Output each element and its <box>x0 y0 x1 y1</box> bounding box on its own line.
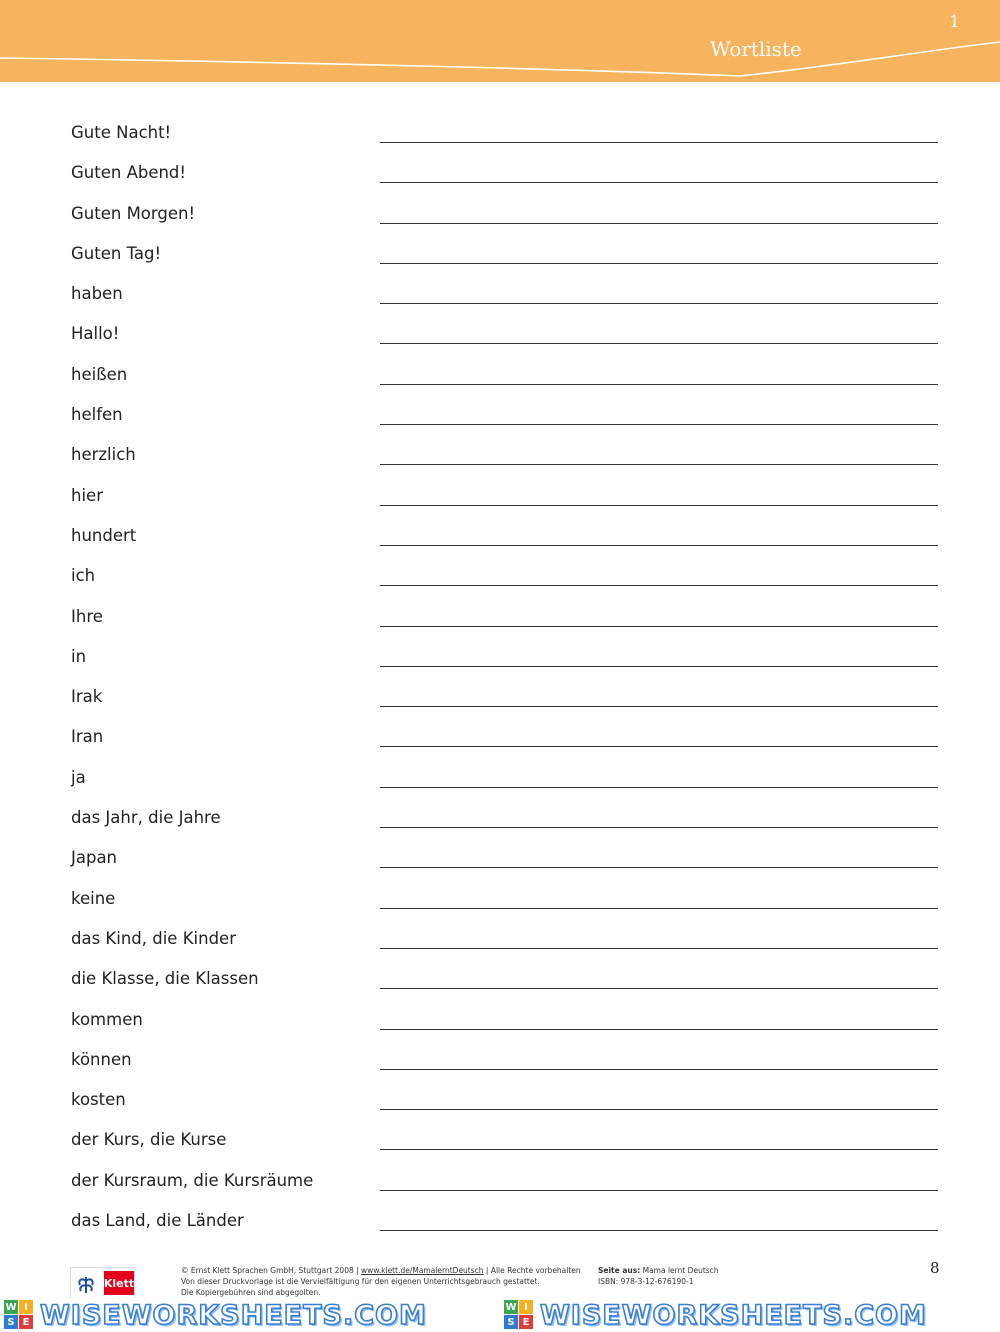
answer-line[interactable] <box>380 223 938 224</box>
answer-line[interactable] <box>380 626 938 627</box>
word-row <box>0 1201 1000 1241</box>
word-label: der Kurs, die Kurse <box>71 1130 227 1150</box>
word-label: kommen <box>71 1009 143 1029</box>
answer-line[interactable] <box>380 343 938 344</box>
page-footer <box>0 1255 1000 1300</box>
word-label: keine <box>71 888 116 908</box>
source-label: Seite aus: <box>598 1266 641 1275</box>
word-label: der Kursraum, die Kursräume <box>71 1170 314 1190</box>
word-row <box>0 1120 1000 1160</box>
answer-line[interactable] <box>380 142 938 143</box>
word-row <box>0 677 1000 717</box>
word-row <box>0 1000 1000 1040</box>
word-label: Guten Morgen! <box>71 203 196 223</box>
answer-line[interactable] <box>380 827 938 828</box>
watermark-2 <box>504 1299 927 1331</box>
word-row <box>0 314 1000 354</box>
publisher-link[interactable]: www.klett.de/MamalerntDeutsch <box>361 1266 484 1275</box>
word-label: das Jahr, die Jahre <box>71 808 221 828</box>
answer-line[interactable] <box>380 585 938 586</box>
word-label: die Klasse, die Klassen <box>71 969 259 989</box>
watermark-text: WISEWORKSHEETS.COM <box>40 1299 427 1331</box>
answer-line[interactable] <box>380 303 938 304</box>
word-row <box>0 476 1000 516</box>
klett-brand-label: Klett <box>104 1271 134 1295</box>
word-row <box>0 919 1000 959</box>
word-label: kosten <box>71 1090 126 1110</box>
word-row <box>0 153 1000 193</box>
word-row <box>0 516 1000 556</box>
legal-line-3: Die Kopiergebühren sind abgegolten. <box>181 1288 321 1297</box>
watermark-1 <box>4 1299 427 1331</box>
copyright-prefix: © Ernst Klett Sprachen GmbH, Stuttgart 2008 | <box>181 1266 362 1275</box>
word-row <box>0 355 1000 395</box>
answer-line[interactable] <box>380 948 938 949</box>
word-label: hundert <box>71 525 137 545</box>
answer-line[interactable] <box>380 1029 938 1030</box>
word-label: ja <box>71 767 86 787</box>
word-list <box>0 113 1000 1241</box>
word-label: das Kind, die Kinder <box>71 928 236 948</box>
legal-line-2: Von dieser Druckvorlage ist die Vervielfältigung für den eigenen Unterrichtsgebrauch gestattet. <box>181 1277 540 1286</box>
word-label: helfen <box>71 405 123 425</box>
answer-line[interactable] <box>380 666 938 667</box>
answer-line[interactable] <box>380 182 938 183</box>
answer-line[interactable] <box>380 424 938 425</box>
word-label: herzlich <box>71 445 136 465</box>
word-row <box>0 879 1000 919</box>
answer-line[interactable] <box>380 464 938 465</box>
word-row <box>0 717 1000 757</box>
word-label: das Land, die Länder <box>71 1211 244 1231</box>
word-label: hier <box>71 485 103 505</box>
word-label: Guten Abend! <box>71 163 187 183</box>
word-row <box>0 274 1000 314</box>
word-label: heißen <box>71 364 128 384</box>
word-row <box>0 637 1000 677</box>
page-header <box>0 0 1000 82</box>
answer-line[interactable] <box>380 867 938 868</box>
word-label: haben <box>71 284 123 304</box>
word-label: Ihre <box>71 606 103 626</box>
copyright-notice <box>181 1265 581 1298</box>
answer-line[interactable] <box>380 787 938 788</box>
word-label: Japan <box>71 848 118 868</box>
page-title: Wortliste <box>710 37 802 61</box>
word-row <box>0 798 1000 838</box>
word-row <box>0 1080 1000 1120</box>
answer-line[interactable] <box>380 746 938 747</box>
klett-logo <box>70 1267 135 1299</box>
word-label: können <box>71 1049 132 1069</box>
word-row <box>0 435 1000 475</box>
word-label: ich <box>71 566 96 586</box>
word-row <box>0 838 1000 878</box>
answer-line[interactable] <box>380 1230 938 1231</box>
word-label: Hallo! <box>71 324 120 344</box>
answer-line[interactable] <box>380 1069 938 1070</box>
word-row <box>0 597 1000 637</box>
copyright-suffix: | Alle Rechte vorbehalten <box>483 1266 581 1275</box>
watermark-badge-icon: W I S E <box>504 1300 534 1330</box>
word-row <box>0 556 1000 596</box>
answer-line[interactable] <box>380 1149 938 1150</box>
answer-line[interactable] <box>380 1109 938 1110</box>
answer-line[interactable] <box>380 706 938 707</box>
answer-line[interactable] <box>380 263 938 264</box>
answer-line[interactable] <box>380 384 938 385</box>
source-info <box>598 1265 719 1287</box>
watermark-text: WISEWORKSHEETS.COM <box>540 1299 927 1331</box>
watermark-banner <box>0 1298 1000 1332</box>
page-number: 8 <box>930 1259 940 1277</box>
word-row <box>0 113 1000 153</box>
answer-line[interactable] <box>380 1190 938 1191</box>
word-row <box>0 395 1000 435</box>
word-label: Iran <box>71 727 104 747</box>
chapter-number: 1 <box>949 12 960 32</box>
answer-line[interactable] <box>380 988 938 989</box>
answer-line[interactable] <box>380 908 938 909</box>
word-label: Gute Nacht! <box>71 123 172 142</box>
word-row <box>0 959 1000 999</box>
word-label: Irak <box>71 687 103 707</box>
word-label: in <box>71 646 87 666</box>
word-label: Guten Tag! <box>71 243 162 263</box>
source-title: Mama lernt Deutsch <box>640 1266 719 1275</box>
answer-line[interactable] <box>380 505 938 506</box>
watermark-badge-icon: W I S E <box>4 1300 34 1330</box>
header-curve-decoration <box>0 0 1000 82</box>
word-row <box>0 758 1000 798</box>
word-row <box>0 1040 1000 1080</box>
word-row <box>0 1161 1000 1201</box>
word-row <box>0 194 1000 234</box>
answer-line[interactable] <box>380 545 938 546</box>
word-row <box>0 234 1000 274</box>
isbn: ISBN: 978-3-12-676190-1 <box>598 1277 694 1286</box>
klett-leaf-icon <box>75 1271 97 1295</box>
